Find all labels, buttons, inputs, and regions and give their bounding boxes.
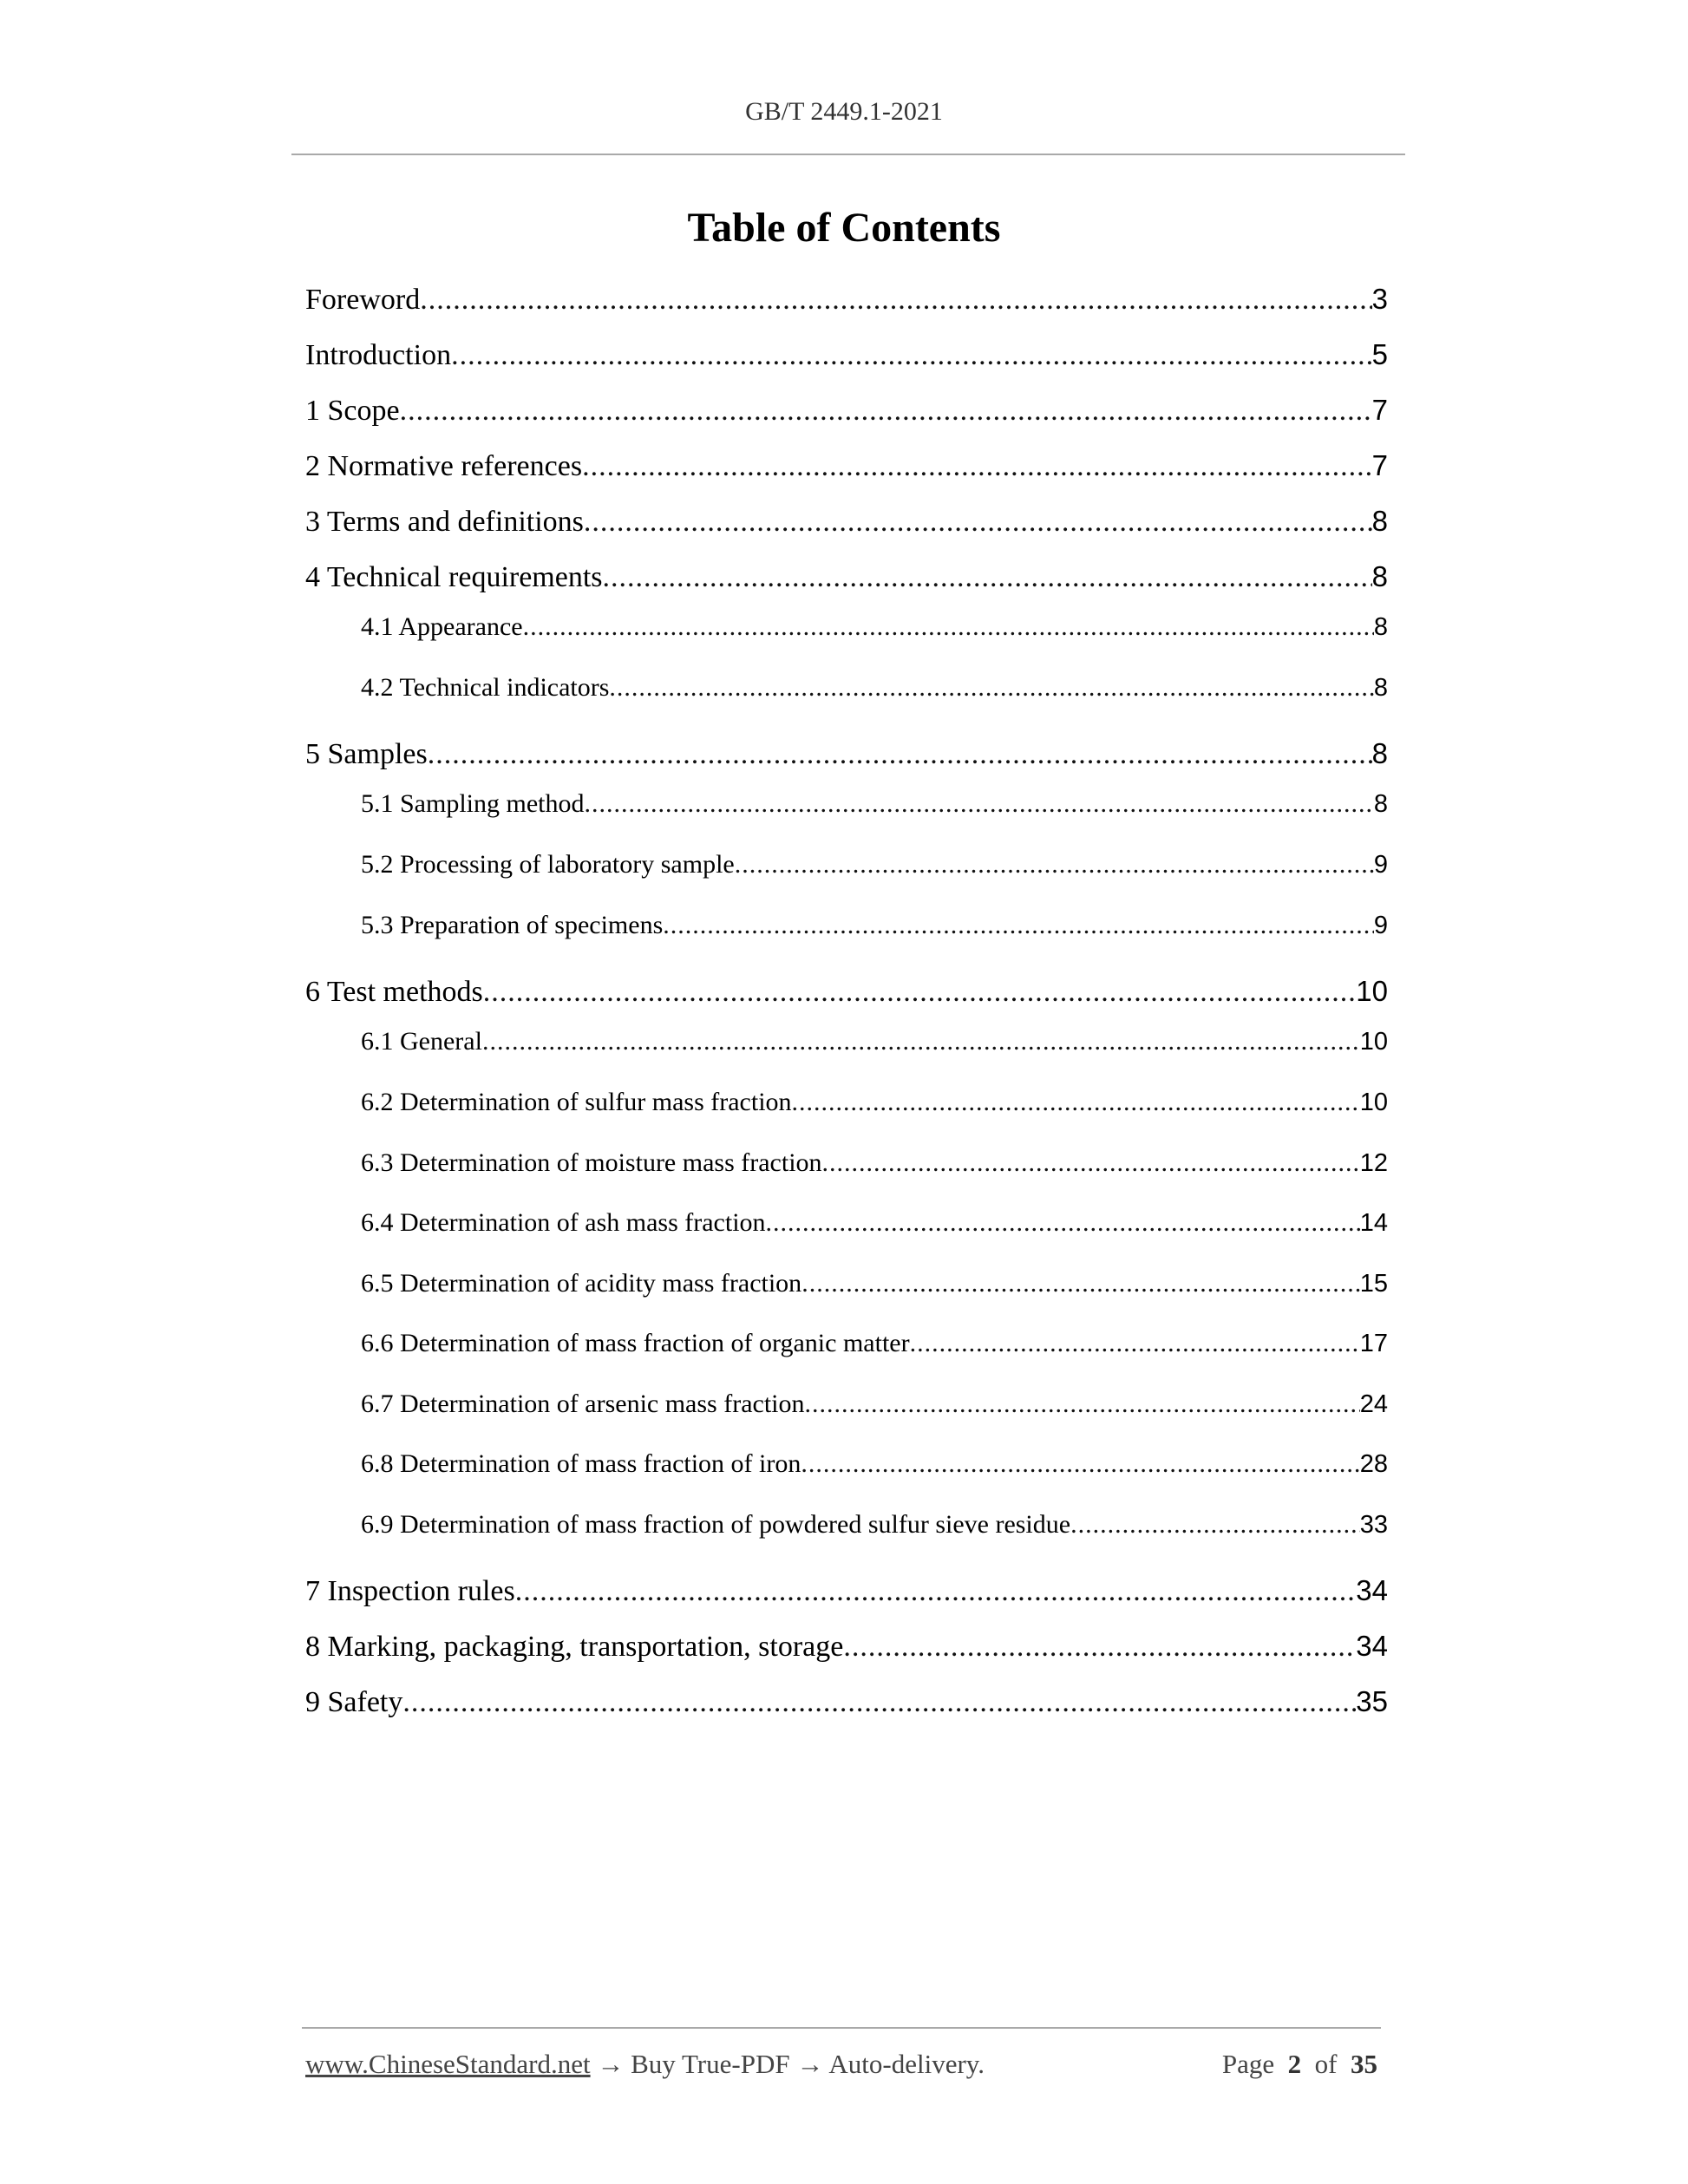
toc-dot-leader (523, 612, 1374, 642)
header-divider (291, 154, 1405, 155)
toc-entry-page: 7 (1371, 449, 1388, 481)
toc-subentry[interactable] (361, 1449, 1388, 1479)
toc-entry[interactable] (305, 975, 1388, 1009)
toc-entry-label: 6.9 Determination of mass fraction of powdered sulfur sieve residue (361, 1510, 1071, 1539)
toc-entry-page: 10 (1359, 1089, 1388, 1116)
current-page-number: 2 (1287, 2049, 1302, 2079)
toc-dot-leader (792, 1088, 1360, 1117)
footer-promo (305, 2049, 985, 2080)
toc-subentry[interactable] (361, 1088, 1388, 1117)
auto-delivery-text: Auto-delivery. (828, 2049, 985, 2079)
site-link[interactable]: www.ChineseStandard.net (305, 2049, 591, 2079)
toc-entry-page: 12 (1359, 1149, 1388, 1177)
page-word: Page (1221, 2049, 1275, 2079)
toc-entry[interactable] (305, 394, 1388, 428)
toc-entry-label: 4.2 Technical indicators (361, 673, 610, 702)
toc-entry-label: 6 Test methods (305, 976, 483, 1008)
toc-entry[interactable] (305, 283, 1388, 317)
toc-entry-label: 8 Marking, packaging, transportation, storage (305, 1631, 844, 1663)
toc-dot-leader (400, 395, 1372, 428)
toc-dot-leader (582, 450, 1372, 483)
toc-dot-leader (910, 1329, 1360, 1358)
toc-entry-label: 4.1 Appearance (361, 612, 523, 641)
toc-dot-leader (483, 976, 1357, 1009)
toc-entry-label: 3 Terms and definitions (305, 506, 584, 538)
toc-dot-leader (805, 1390, 1360, 1419)
toc-dot-leader (1070, 1510, 1360, 1540)
toc-entry-label: 5 Samples (305, 738, 428, 770)
toc-entry-label: 2 Normative references (305, 450, 583, 482)
toc-dot-leader (482, 1027, 1360, 1056)
page-indicator (1222, 2049, 1377, 2080)
toc-subentry[interactable] (361, 911, 1388, 940)
toc-entry-page: 28 (1359, 1450, 1388, 1478)
footer-divider (302, 2027, 1381, 2029)
toc-entry-page: 34 (1356, 1630, 1388, 1662)
toc-entry[interactable] (305, 560, 1388, 594)
toc-subentry[interactable] (361, 1269, 1388, 1298)
toc-dot-leader (420, 284, 1371, 317)
toc-entry-label: 6.3 Determination of moisture mass fraction (361, 1148, 822, 1177)
toc-dot-leader (735, 850, 1374, 879)
toc-dot-leader (609, 673, 1373, 703)
toc-entry-page: 10 (1359, 1028, 1388, 1056)
toc-entry-label: 7 Inspection rules (305, 1575, 515, 1607)
toc-entry-label: 5.3 Preparation of specimens (361, 911, 664, 939)
page-title: Table of Contents (687, 205, 1001, 251)
toc-subentry[interactable] (361, 612, 1388, 642)
toc-entry-page: 3 (1371, 283, 1388, 315)
toc-entry-page: 8 (1371, 560, 1388, 592)
toc-dot-leader (585, 789, 1374, 819)
toc-entry-page: 17 (1359, 1330, 1388, 1357)
toc-entry-page: 5 (1371, 338, 1388, 370)
toc-entry-page: 10 (1356, 975, 1388, 1007)
toc-entry-label: 6.5 Determination of acidity mass fraction (361, 1269, 802, 1298)
toc-subentry[interactable] (361, 1390, 1388, 1419)
toc-dot-leader (402, 1686, 1356, 1719)
toc-entry[interactable] (305, 1630, 1388, 1664)
toc-subentry[interactable] (361, 1208, 1388, 1238)
toc-dot-leader (584, 506, 1372, 539)
toc-entry-page: 24 (1359, 1390, 1388, 1418)
toc-entry-page: 9 (1373, 851, 1388, 879)
toc-entry-page: 8 (1371, 737, 1388, 769)
toc-entry-page: 34 (1356, 1574, 1388, 1606)
toc-entry-page: 9 (1373, 912, 1388, 939)
toc-dot-leader (766, 1208, 1360, 1238)
toc-subentry[interactable] (361, 1027, 1388, 1056)
toc-dot-leader (843, 1631, 1356, 1664)
toc-entry-label: 6.4 Determination of ash mass fraction (361, 1208, 766, 1237)
of-word: of (1314, 2049, 1338, 2079)
toc-entry-label: 6.1 General (361, 1027, 482, 1056)
toc-entry-label: 1 Scope (305, 395, 400, 427)
buy-true-pdf-text: Buy True-PDF (631, 2049, 790, 2079)
arrow-right-icon: → (597, 2049, 625, 2079)
toc-dot-leader (801, 1269, 1360, 1298)
toc-entry[interactable] (305, 737, 1388, 771)
toc-entry-label: 6.8 Determination of mass fraction of iron (361, 1449, 801, 1478)
toc-dot-leader (603, 561, 1372, 594)
toc-entry[interactable] (305, 1685, 1388, 1719)
toc-entry-page: 8 (1373, 613, 1388, 641)
toc-entry-page: 14 (1359, 1209, 1388, 1237)
toc-entry-page: 15 (1359, 1270, 1388, 1298)
toc-dot-leader (515, 1575, 1357, 1608)
toc-entry[interactable] (305, 1574, 1388, 1608)
toc-entry-label: 9 Safety (305, 1686, 403, 1718)
toc-entry[interactable] (305, 338, 1388, 372)
toc-dot-leader (663, 911, 1374, 940)
toc-entry-label: 6.7 Determination of arsenic mass fraction (361, 1390, 805, 1418)
toc-entry-label: 6.6 Determination of mass fraction of organic matter (361, 1329, 910, 1357)
toc-entry-page: 8 (1373, 790, 1388, 818)
toc-subentry[interactable] (361, 789, 1388, 819)
toc-entry-label: Introduction (305, 339, 452, 371)
toc-subentry[interactable] (361, 850, 1388, 879)
toc-dot-leader (822, 1148, 1360, 1178)
toc-dot-leader (451, 339, 1372, 372)
toc-entry-page: 8 (1373, 674, 1388, 702)
toc-entry-page: 35 (1356, 1685, 1388, 1717)
toc-entry-label: 6.2 Determination of sulfur mass fraction (361, 1088, 792, 1116)
running-header: GB/T 2449.1-2021 (745, 97, 943, 126)
toc-entry-label: 4 Technical requirements (305, 561, 603, 593)
total-pages-number: 35 (1351, 2049, 1377, 2079)
toc-entry[interactable] (305, 505, 1388, 539)
toc-subentry[interactable] (361, 1510, 1388, 1540)
toc-entry-page: 8 (1371, 505, 1388, 537)
toc-entry-label: 5.1 Sampling method (361, 789, 585, 818)
toc-subentry[interactable] (361, 1148, 1388, 1178)
toc-entry-label: 5.2 Processing of laboratory sample (361, 850, 735, 879)
toc-entry-page: 33 (1359, 1511, 1388, 1539)
toc-subentry[interactable] (361, 1329, 1388, 1358)
arrow-right-icon: → (796, 2049, 824, 2079)
toc-subentry[interactable] (361, 673, 1388, 703)
toc-entry-page: 7 (1371, 394, 1388, 426)
toc-dot-leader (801, 1449, 1359, 1479)
toc-entry-label: Foreword (305, 284, 421, 316)
toc-dot-leader (428, 738, 1372, 771)
toc-entry[interactable] (305, 449, 1388, 483)
